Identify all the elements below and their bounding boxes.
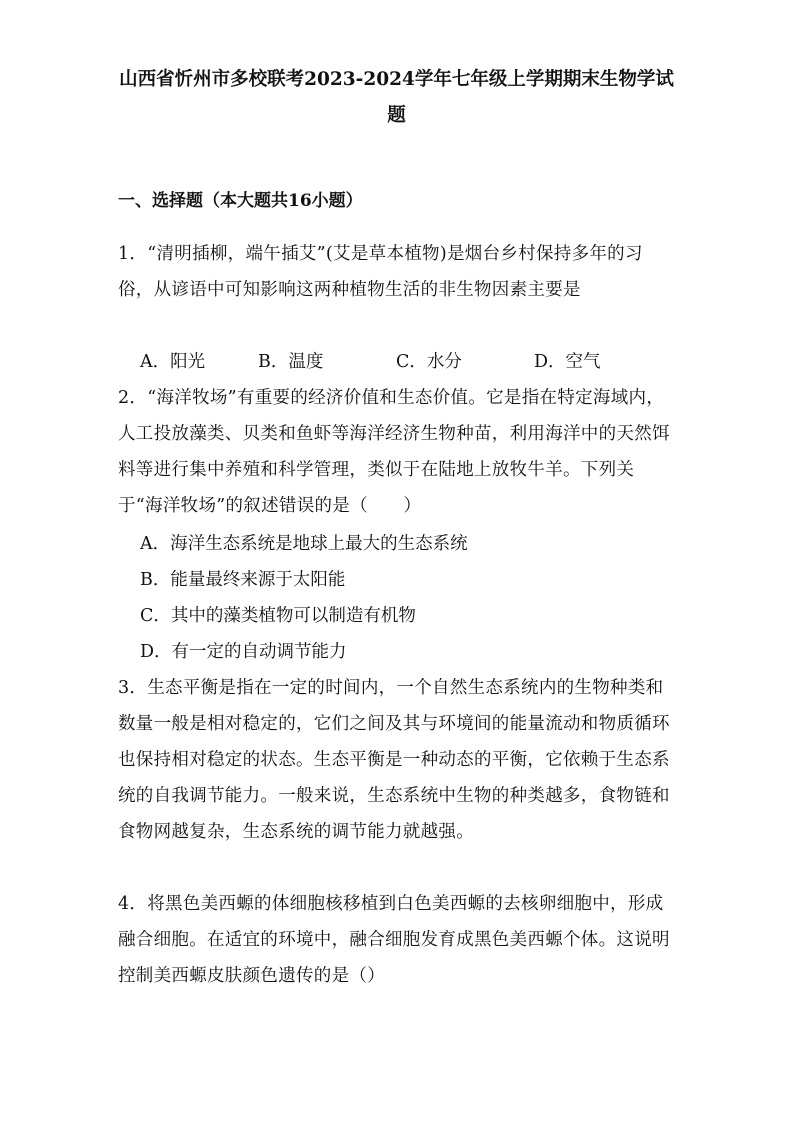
option-d[interactable]: D．空气 (534, 352, 601, 372)
question-1-options (140, 344, 601, 380)
option-a[interactable]: A．海洋生态系统是地球上最大的生态系统 (140, 534, 468, 554)
option-b[interactable]: B．温度 (258, 352, 324, 372)
page-title: 山西省忻州市多校联考2023-2024学年七年级上学期期末生物学试题 (119, 69, 674, 126)
option-c[interactable]: C．水分 (396, 352, 462, 372)
question-4-stem: 4．将黑色美西螈的体细胞核移植到白色美西螈的去核卵细胞中，形成融合细胞。在适宜的环境中，融合细胞发育成黑色美西螈个体。这说明控制美西螈皮肤颜色遗传的是（） (118, 894, 670, 986)
option-d[interactable]: D．有一定的自动调节能力 (140, 642, 347, 662)
option-a[interactable]: A．阳光 (140, 352, 206, 372)
question-3-stem: 3．生态平衡是指在一定的时间内，一个自然生态系统内的生物种类和数量一般是相对稳定的，它们之间及其与环境间的能量流动和物质循环也保持相对稳定的状态。生态平衡是一种动态的平衡，它依赖于生态系统的自我调节能力。一般来说，生态系统中生物的种类越多，食物链和食物网越复杂，生态系统的调节能力就越强。 (118, 678, 670, 842)
option-b[interactable]: B．能量最终来源于太阳能 (140, 570, 346, 590)
section-heading: 一、选择题（本大题共16小题） (118, 191, 363, 211)
question-1-stem: 1．“清明插柳，端午插艾”(艾是草本植物)是烟台乡村保持多年的习俗，从谚语中可知影响这两种植物生活的非生物因素主要是 (118, 244, 643, 300)
question-2-stem: 2．“海洋牧场”有重要的经济价值和生态价值。它是指在特定海域内，人工投放藻类、贝类和鱼虾等海洋经济生物种苗，利用海洋中的天然饵料等进行集中养殖和科学管理，类似于在陆地上放牧牛羊。下列关于“海洋牧场”的叙述错误的是（ ） (118, 388, 670, 516)
option-c[interactable]: C．其中的藻类植物可以制造有机物 (140, 606, 416, 626)
